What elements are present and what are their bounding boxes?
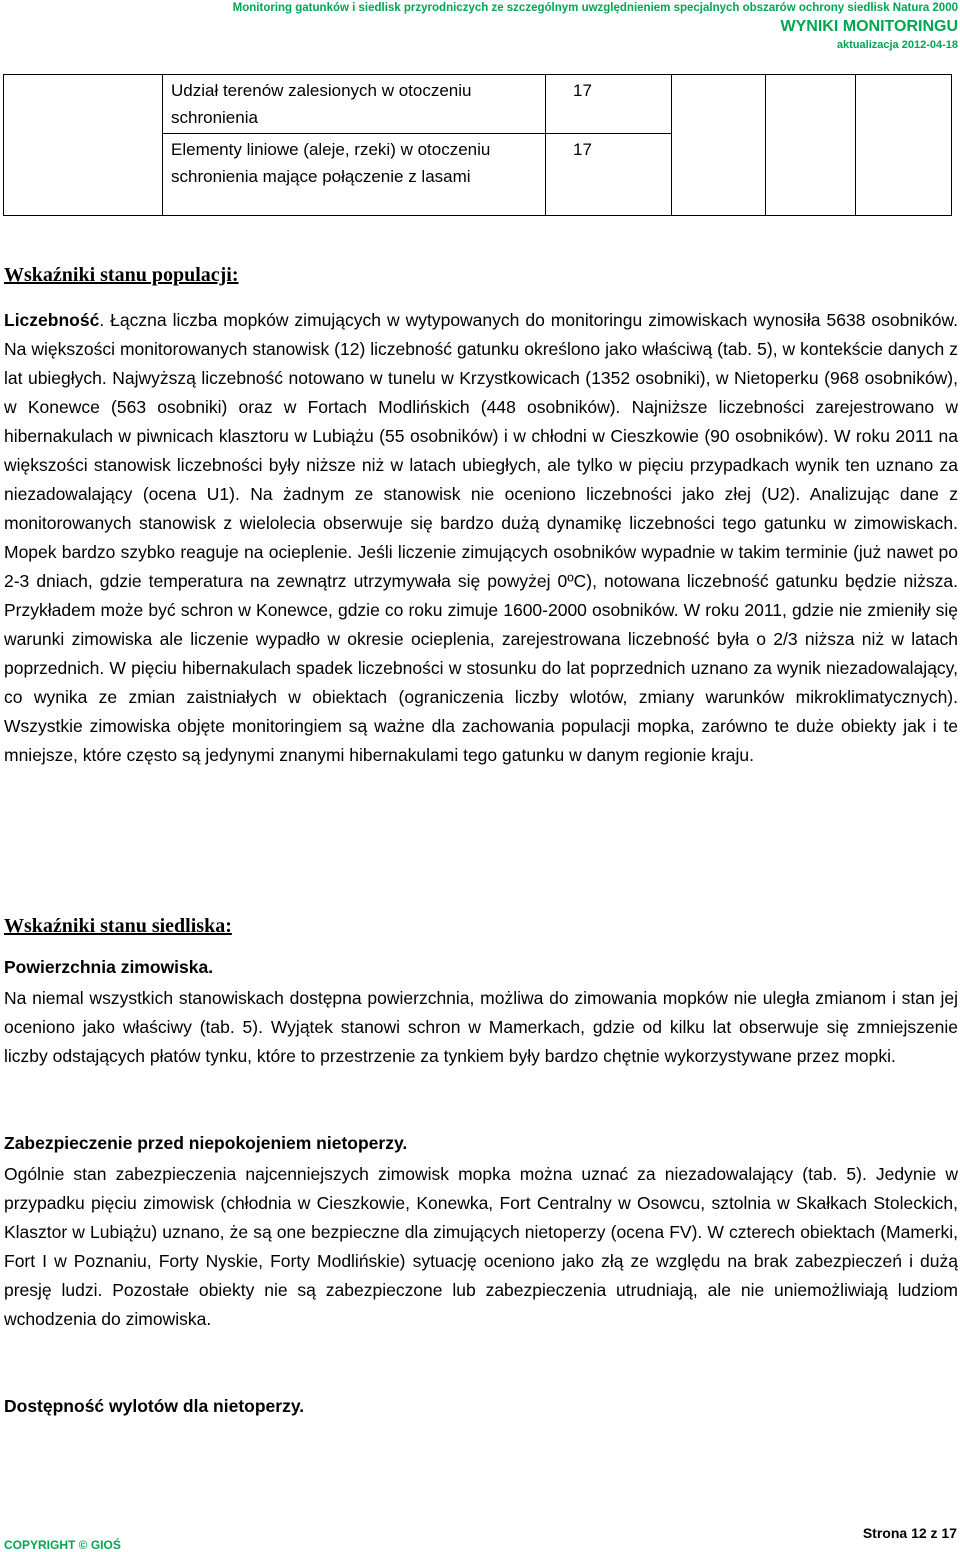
header-update-date: aktualizacja 2012-04-18: [836, 39, 958, 51]
copyright: COPYRIGHT © GIOŚ: [4, 1538, 121, 1552]
table-cell-empty: [4, 75, 163, 216]
table-cell-empty: [766, 75, 856, 216]
population-lead: Liczebność: [4, 310, 100, 330]
table-cell-value: 17: [546, 134, 672, 216]
population-heading: Wskaźniki stanu populacji:: [4, 264, 239, 286]
table-cell-label: Elementy liniowe (aleje, rzeki) w otoczeniu schronienia mające połączenie z lasami: [163, 134, 546, 216]
area-paragraph: Na niemal wszystkich stanowiskach dostępna powierzchnia, możliwa do zimowania mopków nie uległa zmianom i stan jej oceniono jako właściwy (tab. 5). Wyjątek stanowi schron w Mamerkach, gdzie od kilku lat obserwuje się zmniejszenie liczby odstających płatów tynku, które to przestrzenie za tynkiem były bardzo chętnie wykorzystywane przez mopki.: [4, 988, 958, 1066]
header-subtitle: WYNIKI MONITORINGU: [780, 18, 958, 35]
table-cell-empty: [672, 75, 766, 216]
table-cell-empty: [856, 75, 952, 216]
habitat-heading: Wskaźniki stanu siedliska:: [4, 915, 232, 937]
table-cell-label: Udział terenów zalesionych w otoczeniu schronienia: [163, 75, 546, 134]
table-cell-value: 17: [546, 75, 672, 134]
population-paragraph: [4, 306, 958, 770]
criteria-table: [3, 74, 952, 216]
table-row: [4, 75, 952, 134]
page-number: Strona 12 z 17: [862, 1525, 957, 1541]
protection-paragraph: Ogólnie stan zabezpieczenia najcenniejszych zimowisk mopka można uznać za niezadowalający (tab. 5). Jedynie w przypadku pięciu zimowisk (chłodnia w Cieszkowie, Konewka, Fort Centralny w Osowcu, sztolnia w Skałkach Stoleckich, Klasztor w Lubiążu) uznano, że są one bezpieczne dla zimujących nietoperzy (ocena FV). W czterech obiektach (Mamerki, Fort I w Poznaniu, Forty Nyskie, Forty Modlińskie) sytuację oceniono jako złą ze względu na brak zabezpieczeń i dużą presję ludzi. Pozostałe obiekty nie są zabezpieczone lub zabezpieczenia utrudniają, ale nie uniemożliwiają ludziom wchodzenia do zimowiska.: [4, 1164, 958, 1329]
header-title: Monitoring gatunków i siedlisk przyrodniczych ze szczególnym uwzględnieniem specjalnych obszarów ochrony siedlisk Natura 2000: [232, 2, 958, 14]
protection-subheading: Zabezpieczenie przed niepokojeniem nietoperzy.: [4, 1133, 408, 1153]
population-body: . Łączna liczba mopków zimujących w wytypowanych do monitoringu zimowiskach wynosiła 5638 osobników. Na większości monitorowanych stanowisk (12) liczebność gatunku określono jako właściwą (tab. 5), w kontekście danych z lat ubiegłych. Najwyższą liczebność notowano w tunelu w Krzystkowicach (1352 osobniki), w Nietoperku (968 osobników), w Konewce (563 osobniki) oraz w Fortach Modlińskich (448 osobników). Najniższe liczebności zarejestrowano w hibernakulach w piwnicach klasztoru w Lubiążu (55 osobników) i w chłodni w Cieszkowie (90 osobników). W roku 2011 na większości stanowisk liczebności były niższe niż w latach ubiegłych, ale tylko w pięciu przypadkach wynik ten uznano za niezadowalający (ocena U1). Na żadnym ze stanowisk nie oceniono liczebności jako złej (U2). Analizując dane z monitorowanych stanowisk z wielolecia obserwuje się bardzo dużą dynamikę liczebności tego gatunku w zimowiskach. Mopek bardzo szybko reaguje na ocieplenie. Jeśli liczenie zimujących osobników wypadnie w takim terminie (już nawet po 2-3 dniach, gdzie temperatura na zewnątrz utrzymywała się powyżej 0ºC), notowana liczebność gatunku będzie niższa. Przykładem może być schron w Konewce, gdzie co roku zimuje 1600-2000 osobników. W roku 2011, gdzie nie zmieniły się warunki zimowiska ale liczenie wypadło w okresie ocieplenia, zarejestrowana liczebność była o 2/3 niższa niż w latach poprzednich. W pięciu hibernakulach spadek liczebności w stosunku do lat poprzednich uznano za wynik niezadowalający, co wynika ze zmian zaistniałych w obiektach (ograniczenia liczby wlotów, zmiany warunków mikroklimatycznych). Wszystkie zimowiska objęte monitoringiem są ważne dla zachowania populacji mopka, zarówno te duże obiekty jak i te mniejsze, które często są jedynymi znanymi hibernakulami tego gatunku w danym regionie kraju.: [4, 310, 958, 765]
area-subheading: Powierzchnia zimowiska.: [4, 957, 214, 977]
exits-subheading: Dostępność wylotów dla nietoperzy.: [4, 1396, 305, 1416]
